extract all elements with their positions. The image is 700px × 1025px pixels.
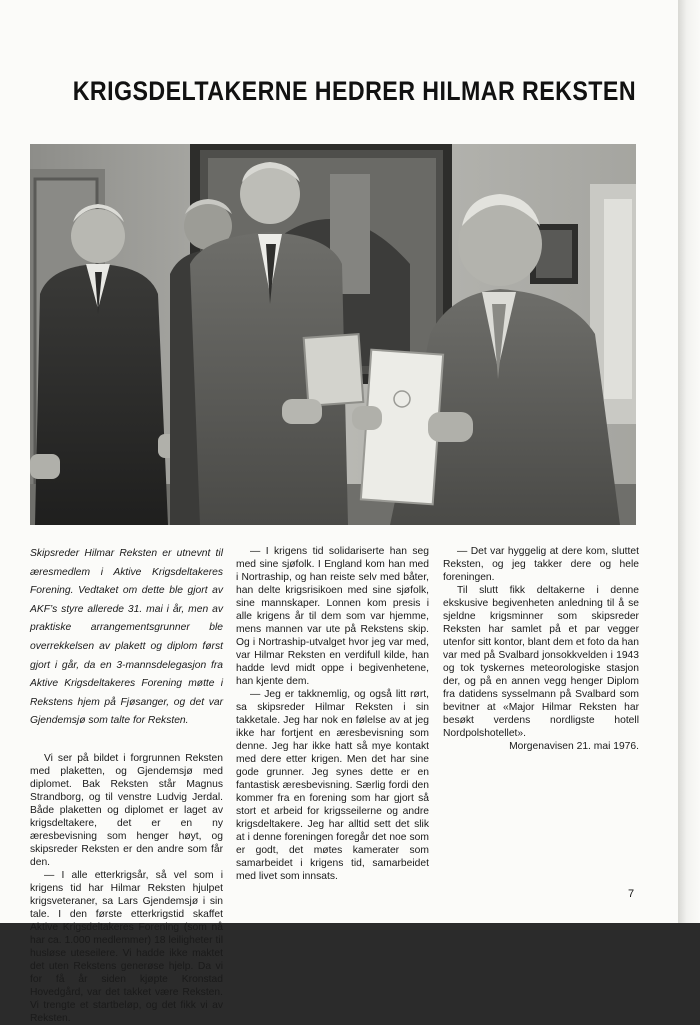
column-1 — [30, 545, 223, 1025]
news-photo — [30, 144, 636, 525]
article-paragraph: — Det var hyggelig at dere kom, sluttet Reksten, og jeg takker dere og hele foreningen. — [443, 546, 639, 583]
article-lead: Skipsreder Hilmar Reksten er utnevnt til æresmedlem i Aktive Krigsdeltakeres Forening. Vedtaket om dette ble gjort av AKF’s styre allerede 31. mai i år, men av praktiske arrangementsgrunner ble overrekkelsen av plakett og diplom først gjort i går, da en 3-mannsdelegasjon fra Aktive Krigsdeltakeres Forening møtte i Rekstens hjem på Fjøsanger, og det var Gjendemsjø som talte for Reksten. — [30, 548, 223, 727]
article-paragraph: — I krigens tid solidariserte han seg med sine sjøfolk. I England kom han med i Nortraship, og han reiste selv med båter, han delte krigsrisikoen med sine sjøfolk, sine mannskaper. Lonnen kom presis i alle krigens år til dem som var hjemme, mens mannen var ute på Rekstens skip. Og i Nortraship-utvalget hvor jeg var med, var Hilmar Reksten en verdifull kilde, han hadde levd midt oppe i begivenhetene, han kjente dem. — [236, 546, 429, 687]
article-paragraph: — I alle etterkrigsår, så vel som i krigens tid har Hilmar Reksten hjulpet krigsveteraner, sa Lars Gjendemsjø i sin tale. I den første etterkrigstid skaffet Aktive Krigsdeltakeres Forening (som nå har ca. 1.000 medlemmer) 18 leiligheter til husløse uteseilere. Vi hadde ikke maktet det uten Rekstens generøse hjelp. Da vi for få år siden kjøpte Kronstad Hovedgård, var det takket være Reksten. Vi trengte et startbeløp, og det fikk vi av Reksten. — [30, 869, 223, 1024]
page-edge — [678, 0, 700, 923]
article-source: Morgenavisen 21. mai 1976. — [509, 741, 639, 752]
photo-four-men-icon — [30, 144, 636, 525]
column-2 — [236, 545, 429, 883]
column-3 — [443, 545, 639, 753]
article-paragraph: — Jeg er takknemlig, og også litt rørt, sa skipsreder Hilmar Reksten i sin takketale. Jeg har nok en følelse av at jeg ikke har fortjent en æresbevisning som denne. Jeg har ikke hatt så mye kontakt med dere etter krigen. Men det har sine gode grunner. Jeg synes dette er en fantastisk æresbevisning. Særlig fordi den kommer fra en forening som har gjort så stort et arbeid for krigsseilerne og andre krigsdeltakere. Jeg har alltid sett det slik at i denne foreningen foregår det noe som er godt, det møtes kamerater som samarbeidet i krigens tid, samarbeidet med livet som innsats. — [236, 689, 429, 882]
article-paragraph: Til slutt fikk deltakerne i denne ekskusive begivenheten anledning til å se sjeldne krigsminner som skipsreder Reksten har samlet på et par vegger utenfor sitt kontor, blant dem et foto da han var med på Svalbard jonsokkvelden i 1943 og tok tyskernes meteorologiske stasjon der, og på en annen vegg henger Diplom fra datidens sysselmann på Svalbard som bevitner at «Major Hilmar Reksten har besøkt verdens nordligste hotell Nordpolshotellet». — [443, 585, 639, 739]
page-number: 7 — [628, 888, 635, 900]
article-paragraph: Vi ser på bildet i forgrunnen Reksten med plaketten, og Gjendemsjø med diplomet. Bak Reksten står Magnus Strandborg, og til venstre Ludvig Jerdal. Både plaketten og diplomet er laget av krigsdeltakere, det er en ny æresbevisning som henger høyt, og skipsreder Reksten er den andre som får den. — [30, 752, 223, 868]
headline: KRIGSDELTAKERNE HEDRER HILMAR REKSTEN — [72, 76, 637, 106]
